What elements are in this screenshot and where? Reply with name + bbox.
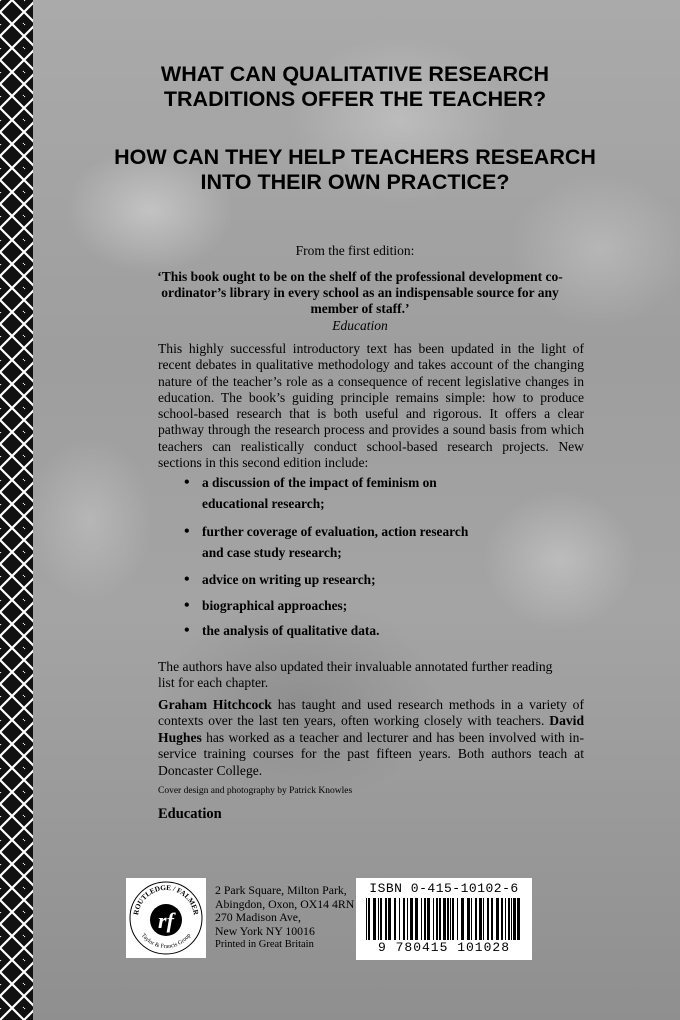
ean-number: 9 780415 101028 — [377, 940, 511, 955]
bullet-icon: • — [184, 571, 190, 588]
new-sections-list — [184, 472, 484, 646]
isbn-barcode — [356, 878, 532, 960]
review-source: Education — [332, 318, 388, 333]
bullet-icon: • — [184, 596, 190, 614]
address-line: New York NY 10016 — [215, 923, 315, 938]
author-bios — [158, 697, 584, 779]
svg-text:rf: rf — [158, 908, 174, 933]
address-line: Abingdon, Oxon, OX14 4RN — [215, 896, 355, 911]
description-intro: This highly successful introductory text has been updated in the light of recent debates in qualitative methodology and takes account of the changing nature of the teacher’s role as a consequence of recent legislative changes in education. The book’s guiding principle remains simple: how to produce school-based research that is both useful and rigorous. It offers a clear pathway through the research process and provides a sound basis from which teachers can realistically conduct school-based research projects. New sections in this second edition include: — [158, 341, 584, 471]
svg-text:Taylor & Francis Group: Taylor & Francis Group — [139, 932, 193, 951]
bullet-icon: • — [184, 622, 190, 639]
list-item-text: advice on writing up research; — [202, 572, 376, 587]
bullet-icon: • — [184, 522, 190, 540]
svg-text:ROUTLEDGE / FALMER: ROUTLEDGE / FALMER — [132, 883, 200, 916]
decorative-border — [0, 0, 33, 1020]
bullet-icon: • — [184, 474, 190, 491]
printed-in: Printed in Great Britain — [215, 939, 314, 951]
address-line: 270 Madison Ave, — [215, 910, 301, 925]
author-1-bio: has taught and used research methods in a variety of contexts over the last ten years, often working closely with teachers. — [158, 697, 585, 729]
author-2-bio: has worked as a teacher and lecturer and has been involved with in-service training courses for the past fifteen years. Both authors teach at Doncaster College. — [158, 729, 584, 778]
publisher-address — [215, 884, 354, 952]
author-2-name: David Hughes — [158, 713, 584, 745]
headline-question-2: HOW CAN THEY HELP TEACHERS RESEARCH INTO THEIR OWN PRACTICE? — [114, 145, 596, 194]
review-label: From the first edition: — [295, 243, 415, 258]
barcode-icon — [364, 898, 524, 940]
list-item — [184, 472, 484, 514]
list-item — [184, 569, 484, 590]
publisher-logo — [126, 878, 206, 958]
update-note: The authors have also updated their invaluable annotated further reading list for each chapter. — [158, 659, 553, 690]
list-item-text: a discussion of the impact of feminism on educational research; — [202, 475, 437, 511]
list-item — [184, 620, 484, 641]
subject-category: Education — [158, 806, 222, 822]
address-line: 2 Park Square, Milton Park, — [215, 883, 347, 897]
list-item-text: the analysis of qualitative data. — [202, 623, 380, 638]
isbn-number: ISBN 0-415-10102-6 — [369, 881, 519, 896]
review-quote: ‘This book ought to be on the shelf of the professional development co-ordinator’s library in every school as an indispensable source for any member of staff.’ — [157, 269, 563, 316]
list-item — [184, 595, 484, 616]
author-1-name: Graham Hitchcock — [158, 697, 272, 712]
cover-credit: Cover design and photography by Patrick Knowles — [158, 786, 353, 796]
list-item-text: further coverage of evaluation, action research and case study research; — [202, 523, 469, 560]
headline-question-1: WHAT CAN QUALITATIVE RESEARCH TRADITIONS OFFER THE TEACHER? — [160, 62, 550, 111]
list-item — [184, 521, 484, 563]
list-item-text: biographical approaches; — [202, 597, 348, 613]
routledge-falmer-logo-icon — [126, 878, 206, 958]
